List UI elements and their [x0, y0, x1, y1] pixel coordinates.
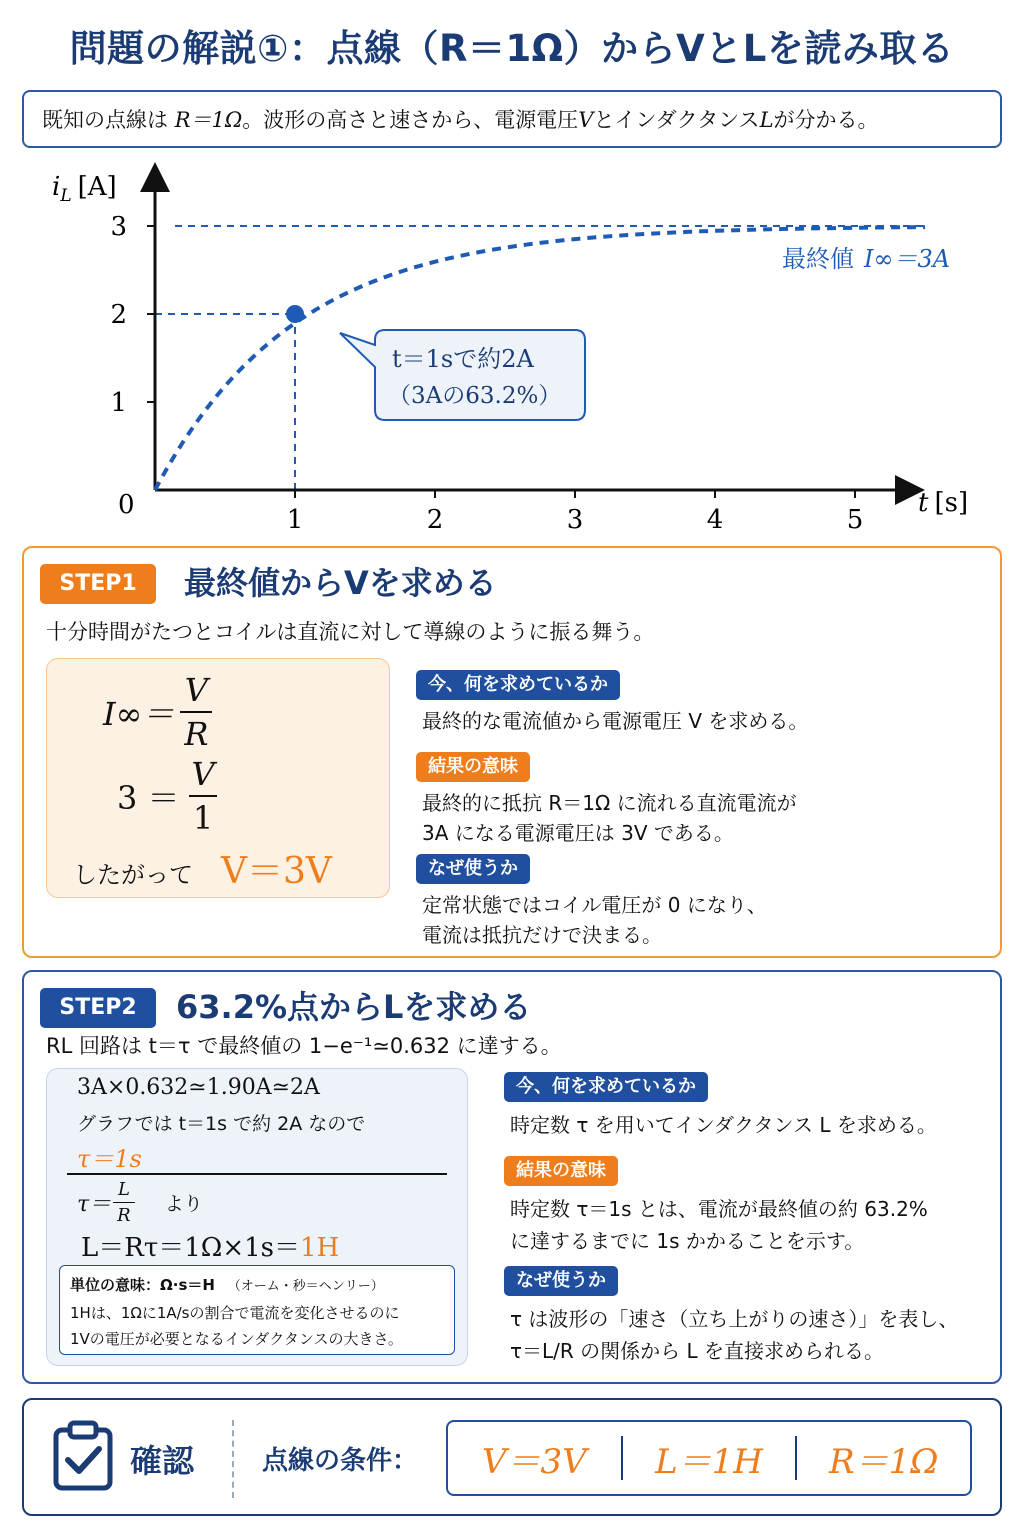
result-tau: τ＝1s	[77, 1145, 142, 1173]
step2-meaning-badge: 結果の意味	[504, 1156, 618, 1186]
step1-meaning-text-2: 3A になる電源電圧は 3V である。	[422, 821, 734, 845]
y-tick-label: 2	[110, 300, 127, 330]
clipboard-check-icon	[52, 1420, 114, 1492]
fraction-l-over-r: $\frac{L}{R}$	[113, 1179, 135, 1226]
formula-conclusion: したがって V＝3V	[73, 843, 332, 894]
final-value-label: 最終値 I∞＝3A	[782, 245, 951, 273]
formula-632: 3A×0.632≃1.90A≃2A	[77, 1075, 320, 1100]
step1-badge: STEP1	[40, 564, 156, 604]
step1-reason-badge: なぜ使うか	[416, 854, 530, 884]
step2-question-badge: 今、何を求めているか	[504, 1072, 708, 1102]
step2-title: 63.2%点からLを求める	[176, 988, 532, 1026]
condition-v: V＝3V	[481, 1441, 587, 1482]
x-tick-label: 3	[566, 505, 584, 535]
result-v: V＝3V	[221, 851, 332, 892]
callout-line-2: （3Aの63.2%）	[388, 383, 562, 409]
step2-question-text: 時定数 τ を用いてインダクタンス L を求める。	[510, 1113, 937, 1137]
step2-lead: RL 回路は t＝τ で最終値の 1−e⁻¹≃0.632 に達する。	[46, 1034, 562, 1058]
chart-svg	[0, 155, 1024, 540]
condition-label: 点線の条件：	[262, 1446, 419, 1476]
step1-panel	[22, 546, 1002, 958]
confirm-separator	[232, 1420, 234, 1498]
step1-meaning-text-1: 最終的に抵抗 R＝1Ω に流れる直流電流が	[422, 791, 797, 815]
condition-r: R＝1Ω	[828, 1441, 939, 1482]
fraction-v-over-1: $\frac{V}{1}$	[188, 755, 219, 837]
step2-reason-text-1: τ は波形の「速さ（立ち上がりの速さ）」を表し、	[510, 1307, 959, 1331]
intro-text: 既知の点線は R＝1Ω。波形の高さと速さから、電源電圧VとインダクタンスLが分かる。	[42, 108, 879, 132]
formula-l-result: L＝Rτ＝1Ω×1s＝1H	[81, 1233, 340, 1263]
tau-callout	[340, 330, 585, 420]
unit-meaning-box	[59, 1265, 455, 1355]
y-tick-label: 1	[110, 388, 127, 418]
unit-meaning-text-1: 1Hは、1Ωに1A/sの割合で電流を変化させるのに	[70, 1304, 400, 1322]
x-tick-label: 2	[426, 505, 444, 535]
formula-substitution: 3 ＝ $\frac{V}{1}$	[117, 755, 219, 837]
step1-reason-text-1: 定常状態ではコイル電圧が 0 になり、	[422, 893, 767, 917]
step1-formula-box	[46, 658, 390, 898]
current-graph	[0, 155, 1024, 540]
step1-lead: 十分時間がたつとコイルは直流に対して導線のように振る舞う。	[46, 620, 655, 644]
origin-label: 0	[118, 490, 135, 520]
formula-tau-def: τ＝ $\frac{L}{R}$ より	[77, 1179, 203, 1226]
step2-reason-text-2: τ＝L/R の関係から L を直接求められる。	[510, 1339, 885, 1363]
step1-meaning-badge: 結果の意味	[416, 752, 530, 782]
fraction-v-over-r: $\frac{V}{R}$	[180, 671, 212, 753]
x-tick-label: 5	[846, 505, 864, 535]
unit-meaning-title-row: 単位の意味：Ω·s＝H （オーム・秒＝ヘンリー）	[70, 1276, 384, 1294]
y-axis-label: $i_L$ [A]	[52, 172, 117, 206]
step1-question-text: 最終的な電流値から電源電圧 V を求める。	[422, 709, 809, 733]
step2-reason-badge: なぜ使うか	[504, 1266, 618, 1296]
step1-question-badge: 今、何を求めているか	[416, 670, 620, 700]
formula-i-inf: I∞＝ $\frac{V}{R}$	[103, 671, 212, 753]
step1-reason-text-2: 電流は抵抗だけで決まる。	[422, 923, 662, 947]
formula-divider	[67, 1173, 447, 1175]
confirm-panel	[22, 1398, 1002, 1516]
condition-l: L＝1H	[655, 1441, 763, 1482]
x-tick-label: 1	[286, 505, 304, 535]
step2-formula-box	[46, 1068, 468, 1366]
formula-graph-read: グラフでは t＝1s で約 2A なので	[77, 1113, 366, 1135]
callout-line-1: t＝1sで約2A	[392, 345, 534, 373]
condition-box	[446, 1420, 972, 1496]
step2-badge: STEP2	[40, 988, 156, 1028]
step2-meaning-text-2: に達するまでに 1s かかることを示す。	[510, 1229, 865, 1253]
intro-box	[22, 90, 1002, 148]
x-axis-label: t [s]	[918, 488, 969, 518]
step2-meaning-text-1: 時定数 τ＝1s とは、電流が最終値の約 63.2%	[510, 1197, 928, 1221]
confirm-label: 確認	[130, 1442, 195, 1480]
tau-point	[286, 305, 304, 323]
y-tick-label: 3	[110, 212, 127, 242]
step2-panel	[22, 970, 1002, 1384]
unit-meaning-text-2: 1Vの電圧が必要となるインダクタンスの大きさ。	[70, 1330, 403, 1348]
x-tick-label: 4	[706, 505, 724, 535]
step1-title: 最終値からVを求める	[184, 564, 497, 602]
page-title: 問題の解説①：点線（R＝1Ω）からVとLを読み取る	[69, 27, 955, 70]
